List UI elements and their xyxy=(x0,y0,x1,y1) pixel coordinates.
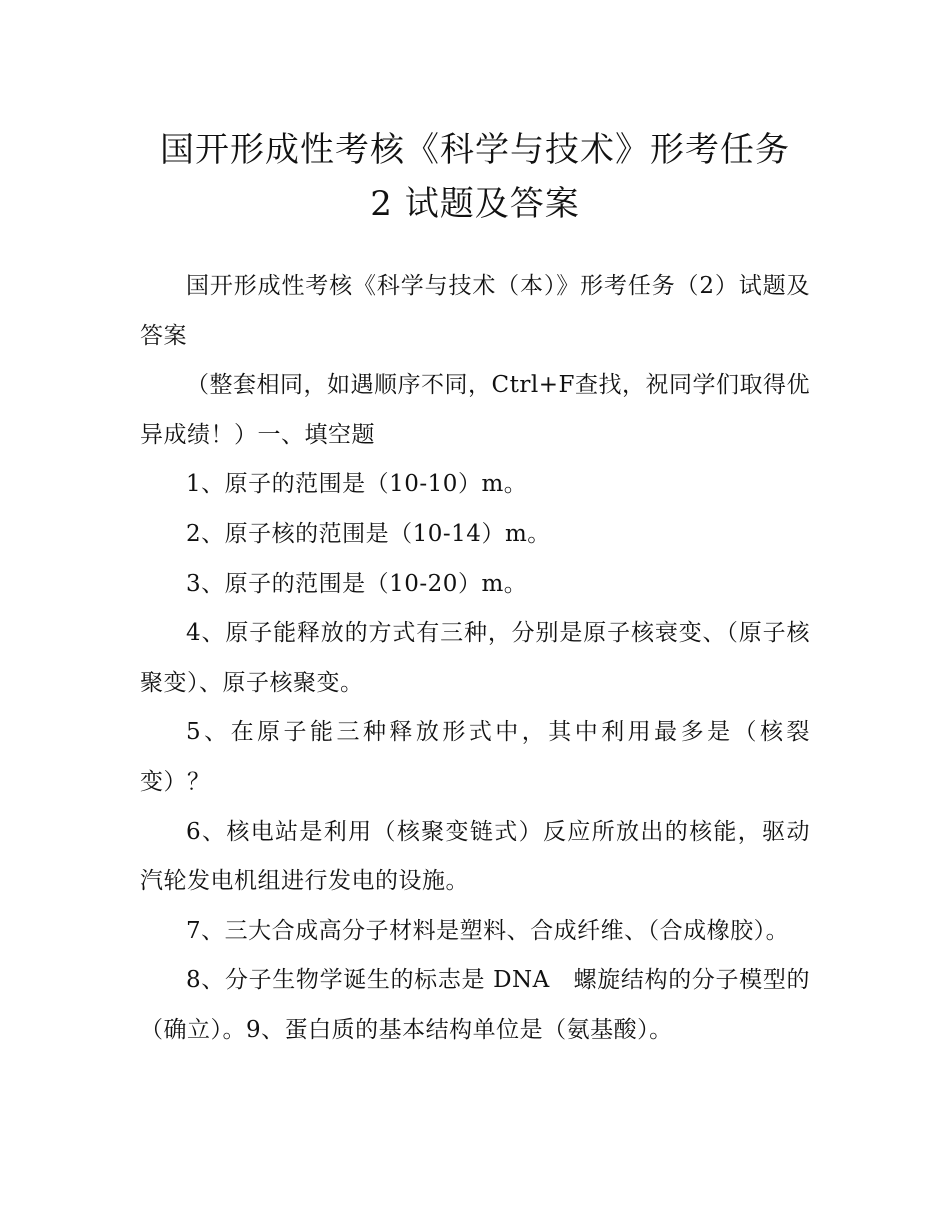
paragraph-note: （整套相同，如遇顺序不同，Ctrl+F查找，祝同学们取得优异成绩！）一、填空题 xyxy=(140,372,810,448)
paragraph-intro: 国开形成性考核《科学与技术（本）》形考任务（2）试题及答案 xyxy=(140,273,810,349)
question-8-9: 8、分子生物学诞生的标志是 DNA 螺旋结构的分子模型的（确立）。9、蛋白质的基本结构单位是（氨基酸）。 xyxy=(140,967,810,1043)
title-line-2: 2 试题及答案 xyxy=(370,183,580,224)
title-line-1: 国开形成性考核《科学与技术》形考任务 xyxy=(160,129,790,170)
question-4: 4、原子能释放的方式有三种，分别是原子核衰变、（原子核聚变）、原子核聚变。 xyxy=(140,620,810,696)
document-body xyxy=(140,262,810,1056)
question-1: 1、原子的范围是（10-10）m。 xyxy=(186,471,528,498)
question-3: 3、原子的范围是（10-20）m。 xyxy=(186,570,528,597)
question-6: 6、核电站是利用（核聚变链式）反应所放出的核能，驱动汽轮发电机组进行发电的设施。 xyxy=(140,818,810,895)
question-7: 7、三大合成高分子材料是塑料、合成纤维、（合成橡胶）。 xyxy=(186,917,790,944)
document-title xyxy=(140,123,810,231)
question-2: 2、原子核的范围是（10-14）m。 xyxy=(186,520,551,547)
question-5: 5、在原子能三种释放形式中，其中利用最多是（核裂变）？ xyxy=(140,719,810,795)
